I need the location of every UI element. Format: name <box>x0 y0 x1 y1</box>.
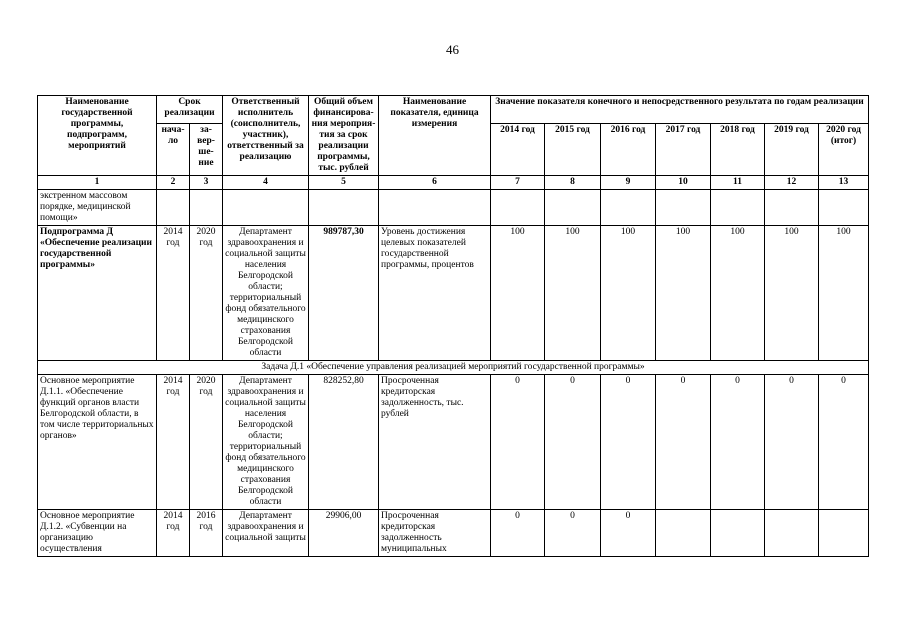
row-volume: 828252,80 <box>309 375 379 510</box>
header-year: 2014 год <box>491 123 545 175</box>
row-value: 0 <box>819 375 869 510</box>
row-start: 2014 год <box>157 375 190 510</box>
row-name: Подпрограмма Д «Обеспечение реализации государственной программы» <box>38 226 157 361</box>
row-responsible: Департамент здравоохранения и социальной защиты населения Белгородской области; территориальный фонд обязательного медицинского страхования Белгородской области <box>223 375 309 510</box>
column-number: 12 <box>765 176 819 190</box>
row-name: Основное мероприятие Д.1.1. «Обеспечение функций органов власти Белгородской области, в том числе территориальных органов» <box>38 375 157 510</box>
row-value: 100 <box>765 226 819 361</box>
row-volume: 29906,00 <box>309 510 379 557</box>
header-term-end: за-вер-ше-ние <box>190 123 223 175</box>
row-value: 0 <box>491 510 545 557</box>
column-number: 13 <box>819 176 869 190</box>
header-year: 2018 год <box>711 123 765 175</box>
row-value: 0 <box>601 510 656 557</box>
column-number: 6 <box>379 176 491 190</box>
row-name: Основное мероприятие Д.1.2. «Субвенции на организацию осуществления <box>38 510 157 557</box>
task-row-d1 <box>38 361 869 375</box>
column-number: 1 <box>38 176 157 190</box>
row-responsible: Департамент здравоохранения и социальной защиты населения Белгородской области; территориальный фонд обязательного медицинского страхования Белгородской области <box>223 226 309 361</box>
header-indicator: Наименование показателя, единица измерения <box>379 96 491 176</box>
header-term: Срок реализации <box>157 96 223 124</box>
row-value <box>711 510 765 557</box>
header-row-1 <box>38 96 869 124</box>
row-value: 100 <box>656 226 711 361</box>
row-value: 0 <box>765 375 819 510</box>
row-value <box>765 510 819 557</box>
row-indicator: Просроченная кредиторская задолженность, тыс. рублей <box>379 375 491 510</box>
row-value: 100 <box>711 226 765 361</box>
row-value: 100 <box>545 226 601 361</box>
row-indicator: Просроченная кредиторская задолженность муниципальных <box>379 510 491 557</box>
row-end: 2020 год <box>190 375 223 510</box>
row-value: 0 <box>711 375 765 510</box>
row-end: 2020 год <box>190 226 223 361</box>
column-number: 2 <box>157 176 190 190</box>
column-number: 4 <box>223 176 309 190</box>
table-row-activity-d12 <box>38 510 869 557</box>
header-volume: Общий объем финансирова-ния мероприя-тия за срок реализации программы, тыс. рублей <box>309 96 379 176</box>
row-value: 0 <box>545 510 601 557</box>
row-value: 100 <box>491 226 545 361</box>
row-value: 0 <box>656 375 711 510</box>
row-value <box>819 510 869 557</box>
header-name: Наименование государственной программы, подпрограмм, мероприятий <box>38 96 157 176</box>
header-year: 2015 год <box>545 123 601 175</box>
row-end: 2016 год <box>190 510 223 557</box>
header-year: 2020 год (итог) <box>819 123 869 175</box>
row-value: 0 <box>491 375 545 510</box>
header-year: 2017 год <box>656 123 711 175</box>
header-values-group: Значение показателя конечного и непосредственного результата по годам реализации <box>491 96 869 124</box>
row-value: 0 <box>601 375 656 510</box>
column-number: 10 <box>656 176 711 190</box>
row-start: 2014 год <box>157 510 190 557</box>
row-volume: 989787,30 <box>309 226 379 361</box>
row-responsible: Департамент здравоохранения и социальной защиты <box>223 510 309 557</box>
column-number-row <box>38 176 869 190</box>
column-number: 5 <box>309 176 379 190</box>
row-name: экстренном массовом порядке, медицинской помощи» <box>38 190 157 226</box>
column-number: 7 <box>491 176 545 190</box>
row-value <box>656 510 711 557</box>
table-row-activity-d11 <box>38 375 869 510</box>
table-row-subprogram-d <box>38 226 869 361</box>
column-number: 11 <box>711 176 765 190</box>
column-number: 3 <box>190 176 223 190</box>
row-indicator: Уровень достижения целевых показателей государственной программы, процентов <box>379 226 491 361</box>
indicators-table <box>37 95 869 557</box>
header-year: 2019 год <box>765 123 819 175</box>
header-responsible: Ответственный исполнитель (соисполнитель, участник), ответственный за реализацию <box>223 96 309 176</box>
task-title: Задача Д.1 «Обеспечение управления реализацией мероприятий государственной программы» <box>38 361 869 375</box>
row-start: 2014 год <box>157 226 190 361</box>
column-number: 9 <box>601 176 656 190</box>
column-number: 8 <box>545 176 601 190</box>
page-number: 46 <box>446 42 459 57</box>
row-value: 100 <box>819 226 869 361</box>
row-value: 0 <box>545 375 601 510</box>
header-year: 2016 год <box>601 123 656 175</box>
header-term-start: нача-ло <box>157 123 190 175</box>
table-row-continuation <box>38 190 869 226</box>
row-value: 100 <box>601 226 656 361</box>
